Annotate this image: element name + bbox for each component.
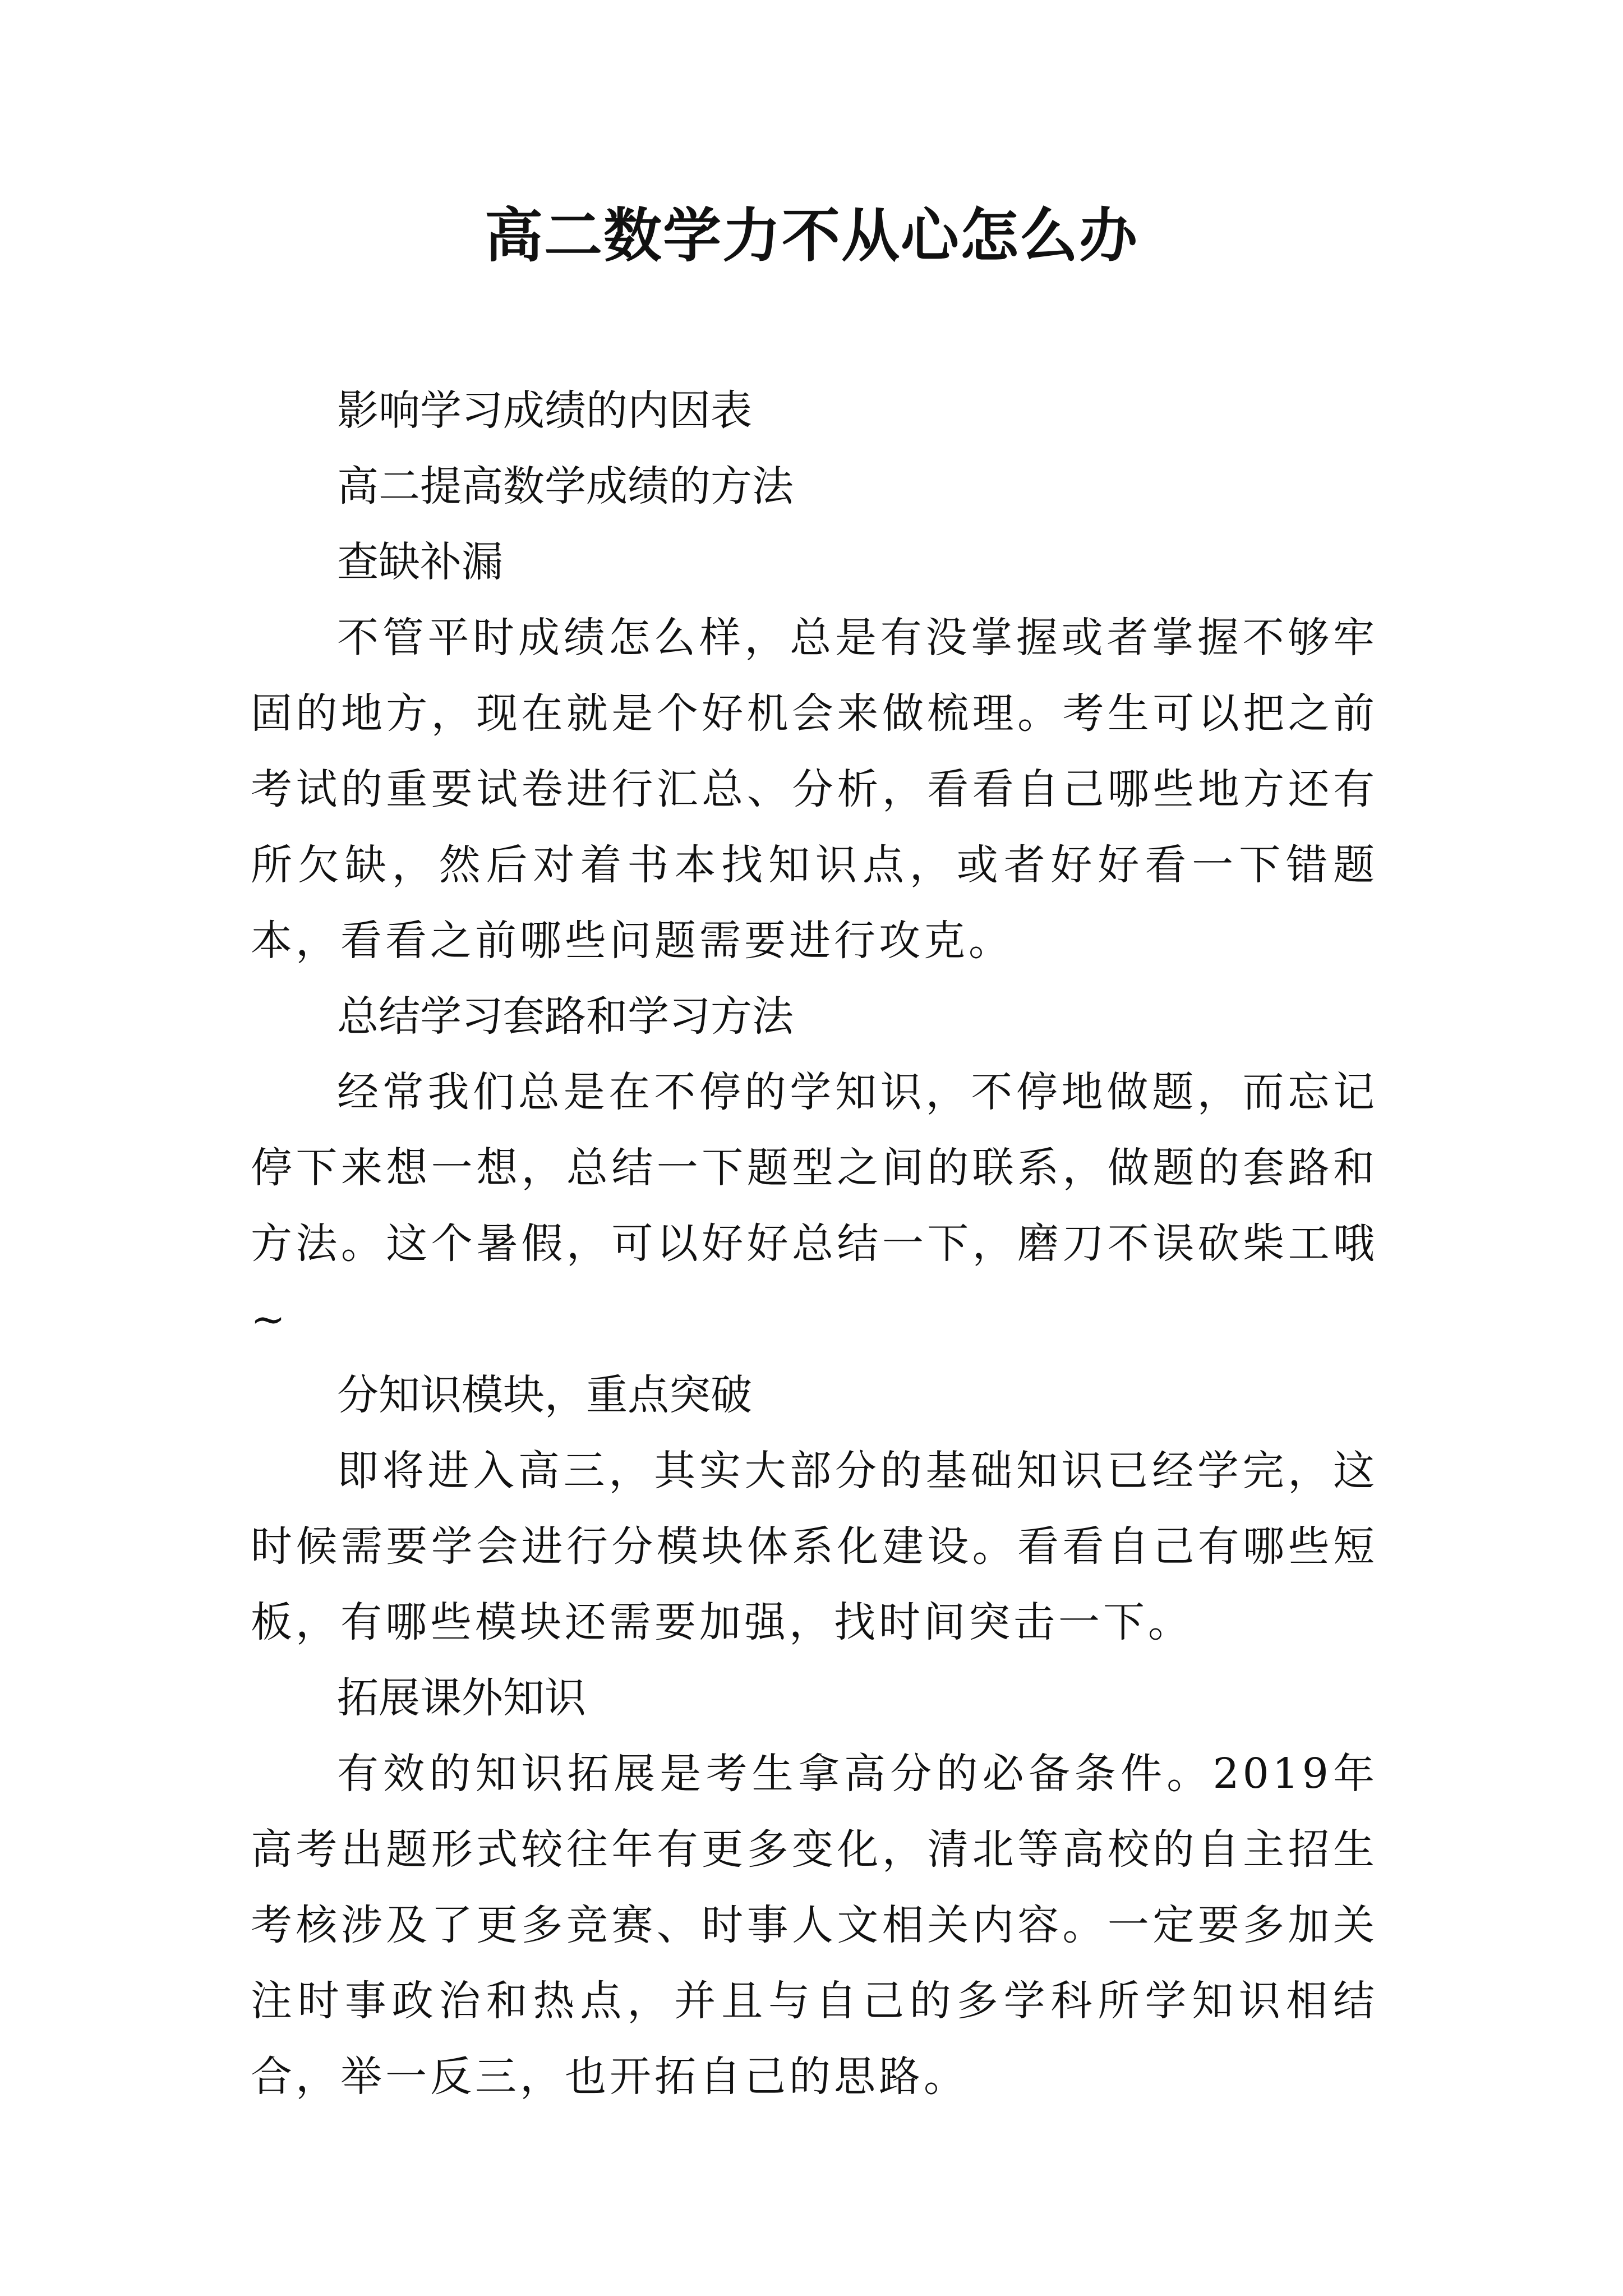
section-heading-methods: 高二提高数学成绩的方法: [337, 462, 794, 510]
paragraph-fill-gaps: 不管平时成绩怎么样，总是有没掌握或者掌握不够牢固的地方，现在就是个好机会来做梳理。考生可以把之前考试的重要试卷进行汇总、分析，看看自己哪些地方还有所欠缺，然后对着书本找知识点，或者好好看一下错题本，看看之前哪些问题需要进行攻克。: [251, 614, 1378, 965]
paragraph-summarize-methods: 经常我们总是在不停的学知识，不停地做题，而忘记停下来想一想，总结一下题型之间的联系，做题的套路和方法。这个暑假，可以好好总结一下，磨刀不误砍柴工哦~: [251, 1068, 1378, 1343]
section-heading-fill-gaps: 查缺补漏: [337, 538, 503, 586]
document-title: 高二数学力不从心怎么办: [484, 201, 1138, 270]
paragraph-extracurricular: 有效的知识拓展是考生拿高分的必备条件。2019年高考出题形式较往年有更多变化，清北等高校的自主招生考核涉及了更多竞赛、时事人文相关内容。一定要多加关注时事政治和热点，并且与自己的多学科所学知识相结合，举一反三，也开拓自己的思路。: [251, 1750, 1378, 2101]
document-body: [251, 373, 1378, 2115]
section-heading-summarize-methods: 总结学习套路和学习方法: [337, 992, 794, 1041]
section-heading-knowledge-modules: 分知识模块，重点突破: [337, 1371, 752, 1419]
section-heading-internal-factors: 影响学习成绩的内因表: [337, 386, 752, 435]
paragraph-knowledge-modules: 即将进入高三，其实大部分的基础知识已经学完，这时候需要学会进行分模块体系化建设。看看自己有哪些短板，有哪些模块还需要加强，找时间突击一下。: [251, 1447, 1378, 1646]
section-heading-extracurricular: 拓展课外知识: [337, 1674, 586, 1722]
